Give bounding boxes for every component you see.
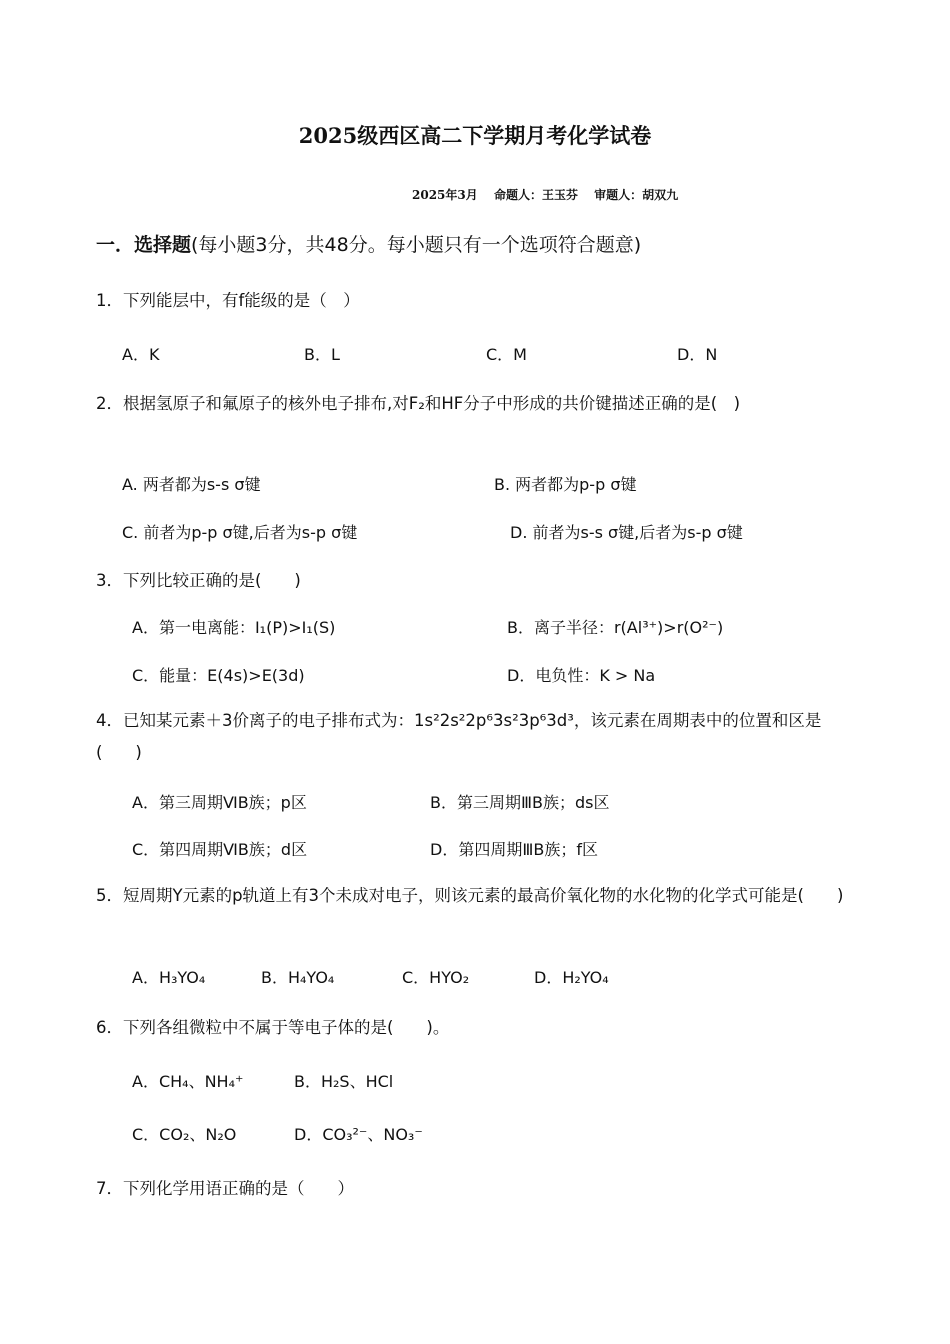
question-7-stem: 7．下列化学用语正确的是（ ） bbox=[96, 1179, 354, 1198]
question-5-option-d: D．H₂YO₄ bbox=[534, 968, 609, 987]
question-4-stem: 4．已知某元素＋3价离子的电子排布式为：1s²2s²2p⁶3s²3p⁶3d³，该元素在周期表中的位置和区是( ) bbox=[96, 711, 822, 762]
question-2-option-d: D. 前者为s-s σ键,后者为s-p σ键 bbox=[510, 523, 743, 542]
question-4-option-d: D．第四周期ⅢB族；f区 bbox=[430, 840, 598, 859]
question-2-stem: 2．根据氢原子和氟原子的核外电子排布,对F₂和HF分子中形成的共价键描述正确的是( ) bbox=[96, 394, 741, 413]
question-6-option-b: B．H₂S、HCl bbox=[294, 1072, 394, 1091]
exam-date: 2025年3月 bbox=[412, 188, 478, 202]
question-2-option-c: C. 前者为p-p σ键,后者为s-p σ键 bbox=[122, 523, 358, 542]
question-5-stem: 5．短周期Y元素的p轨道上有3个未成对电子，则该元素的最高价氧化物的水化物的化学式可能是( ) bbox=[96, 886, 844, 905]
question-1-stem: 1．下列能层中，有f能级的是（ ） bbox=[96, 291, 360, 310]
question-5-option-b: B．H₄YO₄ bbox=[261, 968, 335, 987]
exam-meta bbox=[412, 186, 690, 203]
question-1-option-a: A．K bbox=[122, 345, 160, 364]
question-2-option-a: A. 两者都为s-s σ键 bbox=[122, 475, 261, 494]
question-3-option-d: D．电负性：K > Na bbox=[507, 666, 656, 685]
question-6-option-a: A．CH₄、NH₄⁺ bbox=[132, 1072, 244, 1091]
question-5-option-a: A．H₃YO₄ bbox=[132, 968, 206, 987]
question-2-option-b: B. 两者都为p-p σ键 bbox=[494, 475, 637, 494]
question-5-option-c: C．HYO₂ bbox=[402, 968, 470, 987]
exam-reviewer: 审题人：胡双九 bbox=[594, 188, 679, 202]
exam-author: 命题人：王玉芬 bbox=[493, 188, 578, 202]
section-title: 一．选择题 bbox=[96, 234, 192, 256]
question-6-option-d: D．CO₃²⁻、NO₃⁻ bbox=[294, 1125, 423, 1144]
question-1-option-b: B．L bbox=[304, 345, 340, 364]
question-4-option-c: C．第四周期ⅥB族；d区 bbox=[132, 840, 308, 859]
question-3-option-a: A．第一电离能：I₁(P)>I₁(S) bbox=[132, 618, 336, 637]
question-1-option-d: D．N bbox=[677, 345, 718, 364]
section-note: (每小题3分，共48分。每小题只有一个选项符合题意) bbox=[191, 234, 642, 256]
question-6-stem: 6．下列各组微粒中不属于等电子体的是( )。 bbox=[96, 1018, 450, 1037]
question-6-option-c: C．CO₂、N₂O bbox=[132, 1125, 237, 1144]
question-3-option-c: C．能量：E(4s)>E(3d) bbox=[132, 666, 305, 685]
question-3-stem: 3．下列比较正确的是( ) bbox=[96, 571, 301, 590]
question-4-option-b: B．第三周期ⅢB族；ds区 bbox=[430, 793, 610, 812]
question-4-option-a: A．第三周期ⅥB族；p区 bbox=[132, 793, 307, 812]
exam-title: 2025级西区高二下学期月考化学试卷 bbox=[298, 123, 652, 148]
question-3-option-b: B．离子半径：r(Al³⁺)>r(O²⁻) bbox=[507, 618, 724, 637]
section-heading bbox=[96, 230, 641, 257]
question-1-option-c: C．M bbox=[486, 345, 527, 364]
